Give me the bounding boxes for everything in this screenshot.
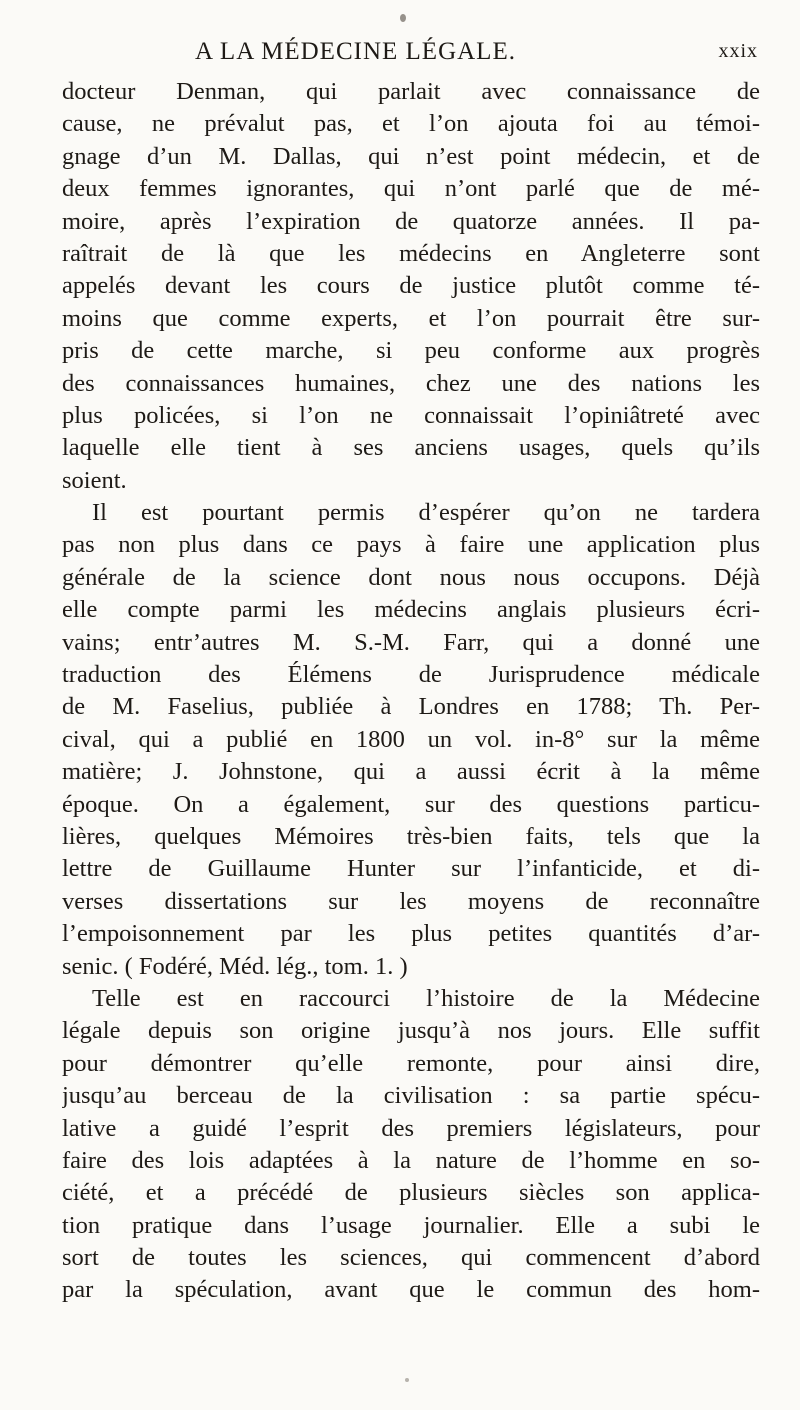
text-line: verses dissertations sur les moyens de reconnaître <box>62 887 760 915</box>
text-line: raîtrait de là que les médecins en Angleterre sont <box>62 239 760 267</box>
text-line: pas non plus dans ce pays à faire une application plus <box>62 531 760 559</box>
text-line: Telle est en raccourci l’histoire de la Médecine <box>92 984 760 1012</box>
text-line: faire des lois adaptées à la nature de l’homme en so- <box>62 1146 760 1174</box>
text-line: matière; J. Johnstone, qui a aussi écrit à la même <box>62 758 760 786</box>
page-number: xxix <box>718 40 758 62</box>
text-line: l’empoisonnement par les plus petites quantités d’ar- <box>62 920 760 948</box>
text-line: lettre de Guillaume Hunter sur l’infanticide, et di- <box>62 855 760 883</box>
text-line: légale depuis son origine jusqu’à nos jours. Elle suffit <box>62 1017 760 1045</box>
running-head-title: A LA MÉDECINE LÉGALE. <box>195 38 516 65</box>
text-line: traduction des Élémens de Jurisprudence médicale <box>62 661 760 689</box>
ink-speck <box>405 1378 409 1382</box>
text-line: moins que comme experts, et l’on pourrait être sur- <box>62 304 760 332</box>
text-line: jusqu’au berceau de la civilisation : sa partie spécu- <box>62 1082 760 1110</box>
text-line: deux femmes ignorantes, qui n’ont parlé que de mé- <box>62 175 760 203</box>
text-line: lative a guidé l’esprit des premiers législateurs, pour <box>62 1114 760 1142</box>
text-line: senic. ( Fodéré, Méd. lég., tom. 1. ) <box>62 952 408 980</box>
text-line: laquelle elle tient à ses anciens usages, quels qu’ils <box>62 434 760 462</box>
text-line: gnage d’un M. Dallas, qui n’est point médecin, et de <box>62 142 760 170</box>
text-line: pris de cette marche, si peu conforme aux progrès <box>62 337 760 365</box>
text-line: époque. On a également, sur des questions particu- <box>62 790 760 818</box>
text-line: cival, qui a publié en 1800 un vol. in-8° sur la même <box>62 725 760 753</box>
text-line: Il est pourtant permis d’espérer qu’on ne tardera <box>92 499 760 527</box>
text-line: appelés devant les cours de justice plutôt comme té- <box>62 272 760 300</box>
text-line: des connaissances humaines, chez une des nations les <box>62 369 760 397</box>
text-line: ciété, et a précédé de plusieurs siècles son applica- <box>62 1179 760 1207</box>
text-line: elle compte parmi les médecins anglais plusieurs écri- <box>62 596 760 624</box>
text-line: lières, quelques Mémoires très-bien faits, tels que la <box>62 822 760 850</box>
text-line: de M. Faselius, publiée à Londres en 1788; Th. Per- <box>62 693 760 721</box>
text-line: soient. <box>62 466 127 494</box>
ink-speck <box>400 14 406 22</box>
body-text <box>62 76 760 1307</box>
text-line: tion pratique dans l’usage journalier. Elle a subi le <box>62 1211 760 1239</box>
text-line: par la spéculation, avant que le commun des hom- <box>62 1276 760 1304</box>
text-line: plus policées, si l’on ne connaissait l’opiniâtreté avec <box>62 401 760 429</box>
text-line: pour démontrer qu’elle remonte, pour ainsi dire, <box>62 1049 760 1077</box>
text-line: cause, ne prévalut pas, et l’on ajouta foi au témoi- <box>62 110 760 138</box>
running-head <box>60 38 760 72</box>
text-line: moire, après l’expiration de quatorze années. Il pa- <box>62 207 760 235</box>
text-line: docteur Denman, qui parlait avec connaissance de <box>62 78 760 105</box>
text-line: sort de toutes les sciences, qui commencent d’abord <box>62 1244 760 1272</box>
text-line: générale de la science dont nous nous occupons. Déjà <box>62 563 760 591</box>
text-line: vains; entr’autres M. S.-M. Farr, qui a donné une <box>62 628 760 656</box>
